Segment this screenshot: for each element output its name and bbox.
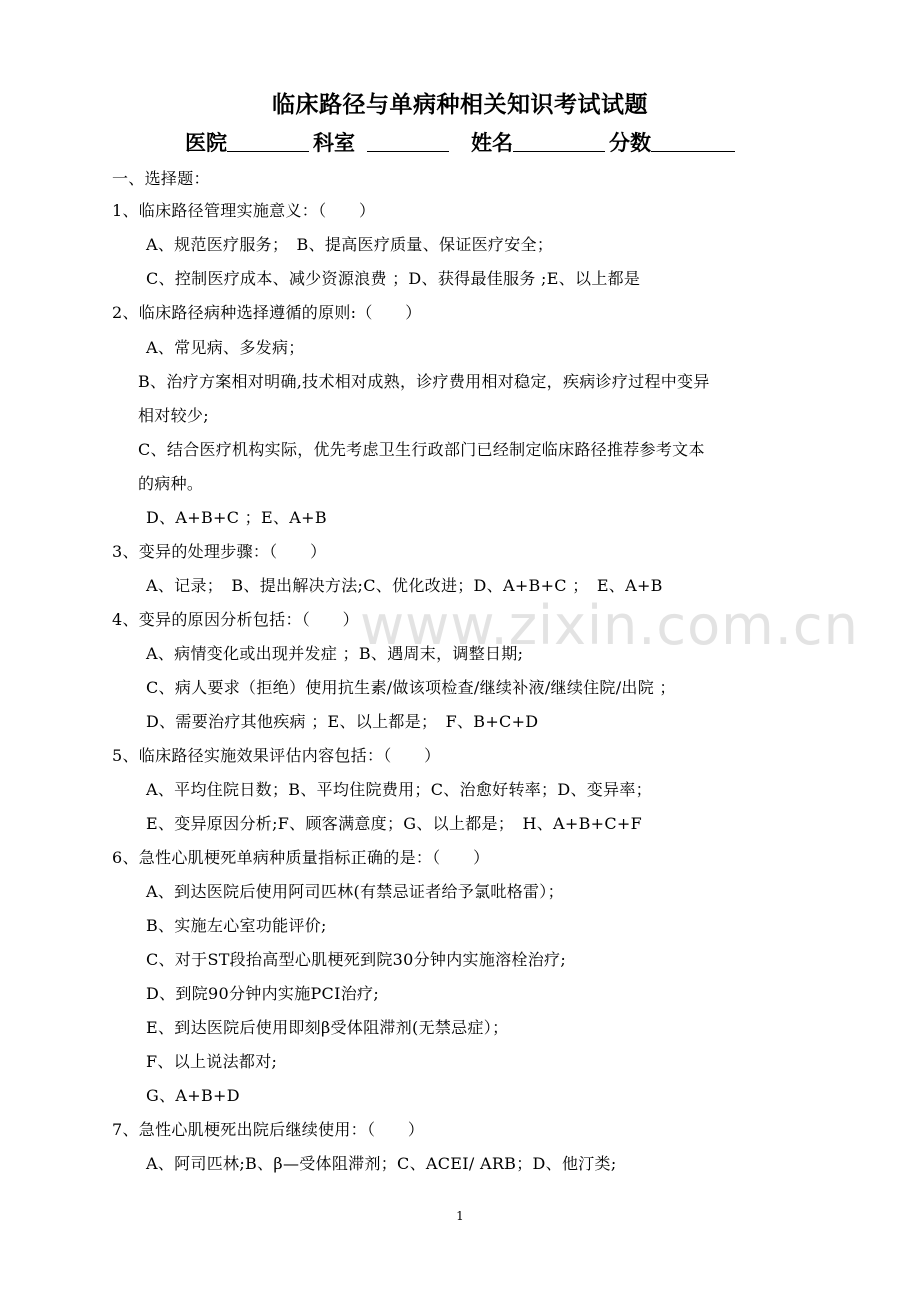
section-heading: 一、选择题： [112,169,210,188]
option-line: 的病种。 [138,474,204,493]
option-line: D、需要治疗其他疾病 ；E、以上都是； F、B+C+D [146,712,539,731]
option-line: A、规范医疗服务； B、提高医疗质量、保证医疗安全； [146,235,554,254]
option-line: C、结合医疗机构实际，优先考虑卫生行政部门已经制定临床路径推荐参考文本 [138,440,705,459]
option-line: A、病情变化或出现并发症 ；B、遇周末，调整日期; [146,644,524,663]
question-4: 4、变异的原因分析包括：（ ） [112,610,359,629]
department-label: 科室 [313,131,355,155]
option-line: E、到达医院后使用即刻β受体阻滞剂(无禁忌症）； [146,1018,509,1037]
page-number: 1 [456,1209,464,1223]
name-label: 姓名 [471,131,513,155]
option-line: A、到达医院后使用阿司匹林(有禁忌证者给予氯吡格雷）； [146,882,564,901]
department-blank[interactable] [367,129,449,152]
option-line: F、以上说法都对; [146,1052,278,1071]
option-line: A、阿司匹林;B、β—受体阻滞剂；C、ACEI/ ARB；D、他汀类; [146,1154,617,1173]
option-line: B、治疗方案相对明确,技术相对成熟，诊疗费用相对稳定，疾病诊疗过程中变异 [138,372,710,391]
option-line: A、平均住院日数；B、平均住院费用；C、治愈好转率；D、变异率； [146,780,652,799]
option-line: C、对于ST段抬高型心肌梗死到院30分钟内实施溶栓治疗; [146,950,567,969]
hospital-blank[interactable] [227,129,309,152]
question-2: 2、临床路径病种选择遵循的原则:（ ） [112,303,422,322]
option-line: C、控制医疗成本、减少资源浪费 ；D、获得最佳服务 ;E、以上都是 [146,269,641,288]
option-line: A、记录； B、提出解决方法;C、优化改进；D、A+B+C ； E、A+B [146,576,663,595]
option-line: A、常见病、多发病； [146,338,305,357]
option-line: D、A+B+C ；E、A+B [146,508,327,527]
watermark: www.zixin.com.cn [360,594,859,657]
question-6: 6、急性心肌梗死单病种质量指标正确的是：（ ） [112,848,490,867]
option-line: 相对较少; [138,406,209,425]
score-label: 分数 [609,131,651,155]
option-line: B、实施左心室功能评价; [146,916,327,935]
question-5: 5、临床路径实施效果评估内容包括：（ ） [112,746,441,765]
option-line: C、病人要求（拒绝）使用抗生素/做该项检查/继续补液/继续住院/出院 ； [146,678,676,697]
question-3: 3、变异的处理步骤：（ ） [112,542,327,561]
question-7: 7、急性心肌梗死出院后继续使用：（ ） [112,1120,425,1139]
question-1: 1、临床路径管理实施意义：（ ） [112,201,376,220]
page-title: 临床路径与单病种相关知识考试试题 [272,92,648,118]
option-line: E、变异原因分析;F、顾客满意度；G、以上都是； H、A+B+C+F [146,814,642,833]
option-line: G、A+B+D [146,1086,240,1105]
option-line: D、到院90分钟内实施PCI治疗; [146,984,380,1003]
score-blank[interactable] [651,129,735,152]
name-blank[interactable] [513,129,605,152]
hospital-label: 医院 [185,131,227,155]
header-fields [185,126,805,160]
